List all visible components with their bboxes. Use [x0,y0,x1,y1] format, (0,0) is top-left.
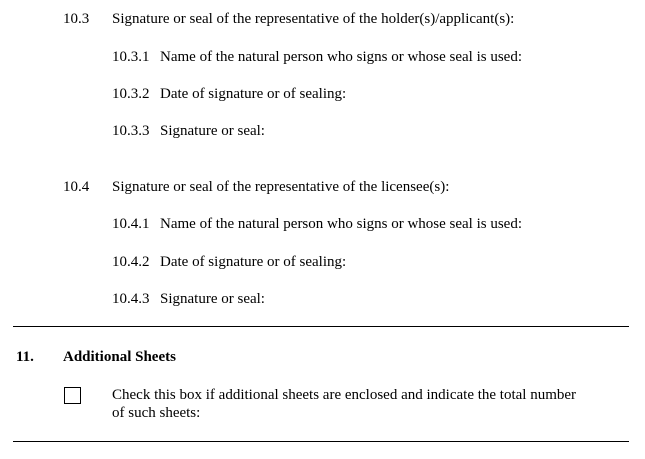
item-label: Date of signature or of sealing: [160,254,347,270]
item-number: 10.4.1 [112,216,150,232]
item-number: 10.3.3 [112,123,150,139]
item-number: 10.3.2 [112,86,150,102]
item-label: Signature or seal: [160,291,265,307]
checkbox-label: of such sheets: [112,405,201,421]
checkbox-label: Check this box if additional sheets are enclosed and indicate the total number [112,387,577,403]
item-label: Date of signature or of sealing: [160,86,347,102]
item-label: Name of the natural person who signs or whose seal is used: [160,216,523,232]
section-title: Additional Sheets [63,349,176,365]
section-number: 11. [16,349,34,365]
item-label: Name of the natural person who signs or whose seal is used: [160,49,523,65]
item-number: 10.3.1 [112,49,150,65]
divider [13,326,629,327]
section-title: Signature or seal of the representative of the licensee(s): [112,179,450,195]
additional-sheets-checkbox[interactable] [64,387,81,404]
section-number: 10.4 [63,179,90,195]
item-number: 10.4.3 [112,291,150,307]
item-label: Signature or seal: [160,123,265,139]
item-number: 10.4.2 [112,254,150,270]
section-number: 10.3 [63,11,90,27]
section-title: Signature or seal of the representative of the holder(s)/applicant(s): [112,11,515,27]
divider [13,441,629,442]
